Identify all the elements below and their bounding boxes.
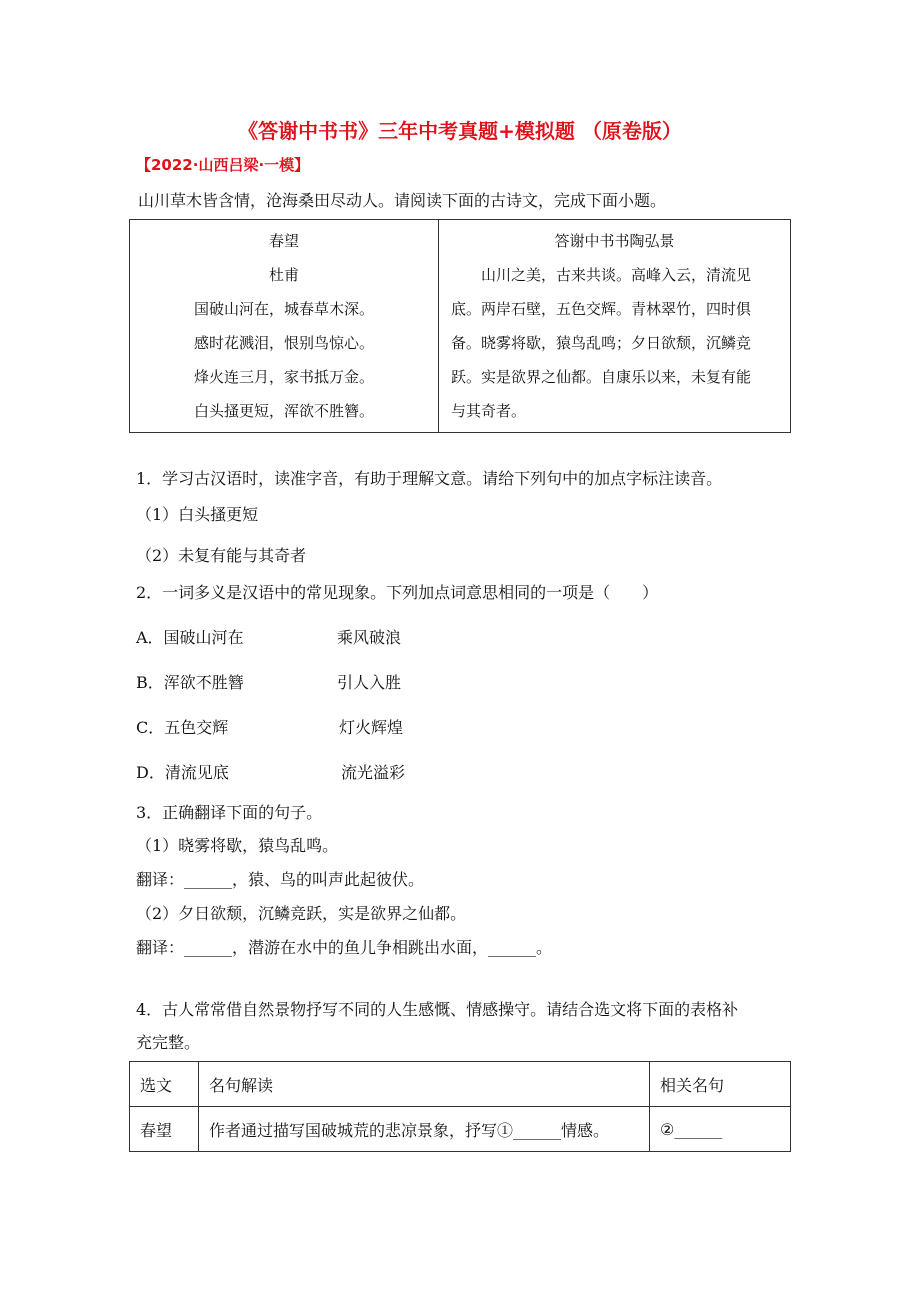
reading-table xyxy=(129,219,791,433)
option-c-compare: 灯火辉煌 xyxy=(339,718,404,737)
poem-line: 烽火连三月，家书抵万金。 xyxy=(193,368,374,386)
question-3-1: （1）晓雾将歇，猿鸟乱鸣。 xyxy=(136,836,339,855)
poem-line: 白头搔更短，浑欲不胜簪。 xyxy=(193,402,374,420)
option-a-compare: 乘风破浪 xyxy=(337,628,402,647)
source-tag: 【2022·山西吕梁·一模】 xyxy=(136,156,310,174)
prose-line: 跃。实是欲界之仙都。自康乐以来，未复有能 xyxy=(451,368,752,386)
header-cell: 选文 xyxy=(130,1062,199,1107)
question-3: 3．正确翻译下面的句子。 xyxy=(136,803,323,822)
poem-author: 杜甫 xyxy=(268,266,299,284)
table-cell: 作者通过描写国破城荒的悲凉景象，抒写①______情感。 xyxy=(199,1107,650,1152)
header-cell: 相关名句 xyxy=(650,1062,791,1107)
poem-line: 感时花溅泪，恨别鸟惊心。 xyxy=(193,334,374,352)
question-4-cont: 充完整。 xyxy=(136,1033,201,1052)
prose-line: 备。晓雾将歇，猿鸟乱鸣；夕日欲颓，沉鳞竞 xyxy=(451,334,752,352)
question-4: 4．古人常常借自然景物抒写不同的人生感慨、情感操守。请结合选文将下面的表格补 xyxy=(136,1000,739,1019)
header-cell: 名句解读 xyxy=(199,1062,650,1107)
fill-table xyxy=(129,1061,791,1152)
question-1-2: （2）未复有能与其奇者 xyxy=(136,546,307,565)
prose-line: 与其奇者。 xyxy=(451,402,527,420)
poem-title: 春望 xyxy=(268,232,299,250)
option-d: D．清流见底 xyxy=(136,763,229,782)
option-a: A．国破山河在 xyxy=(136,628,244,647)
option-d-compare: 流光溢彩 xyxy=(341,763,406,782)
question-1: 1．学习古汉语时，读准字音，有助于理解文意。请给下列句中的加点字标注读音。 xyxy=(136,469,723,488)
page-title: 《答谢中书书》三年中考真题+模拟题 （原卷版） xyxy=(238,119,682,143)
translation-1: 翻译：______，猿、鸟的叫声此起彼伏。 xyxy=(136,870,425,889)
poem-line: 国破山河在，城春草木深。 xyxy=(193,300,374,318)
question-2: 2．一词多义是汉语中的常见现象。下列加点词意思相同的一项是（ ） xyxy=(136,583,659,602)
prose-line: 底。两岸石壁，五色交辉。青林翠竹，四时俱 xyxy=(451,300,752,318)
question-3-2: （2）夕日欲颓，沉鳞竞跃，实是欲界之仙都。 xyxy=(136,904,467,923)
prose-title: 答谢中书书陶弘景 xyxy=(554,232,675,250)
prose-cell xyxy=(439,220,791,433)
prose-line: 山川之美，古来共谈。高峰入云，清流见 xyxy=(451,266,752,284)
option-b-compare: 引人入胜 xyxy=(337,673,402,692)
poem-cell xyxy=(130,220,439,433)
question-1-1: （1）白头搔更短 xyxy=(136,505,259,524)
option-c: C．五色交辉 xyxy=(136,718,229,737)
option-b: B．浑欲不胜簪 xyxy=(136,673,244,692)
table-cell: ②______ xyxy=(650,1107,791,1152)
intro-text: 山川草木皆含情，沧海桑田尽动人。请阅读下面的古诗文，完成下面小题。 xyxy=(138,191,667,210)
translation-2: 翻译：______，潜游在水中的鱼儿争相跳出水面，______。 xyxy=(136,938,553,957)
table-cell: 春望 xyxy=(130,1107,199,1152)
